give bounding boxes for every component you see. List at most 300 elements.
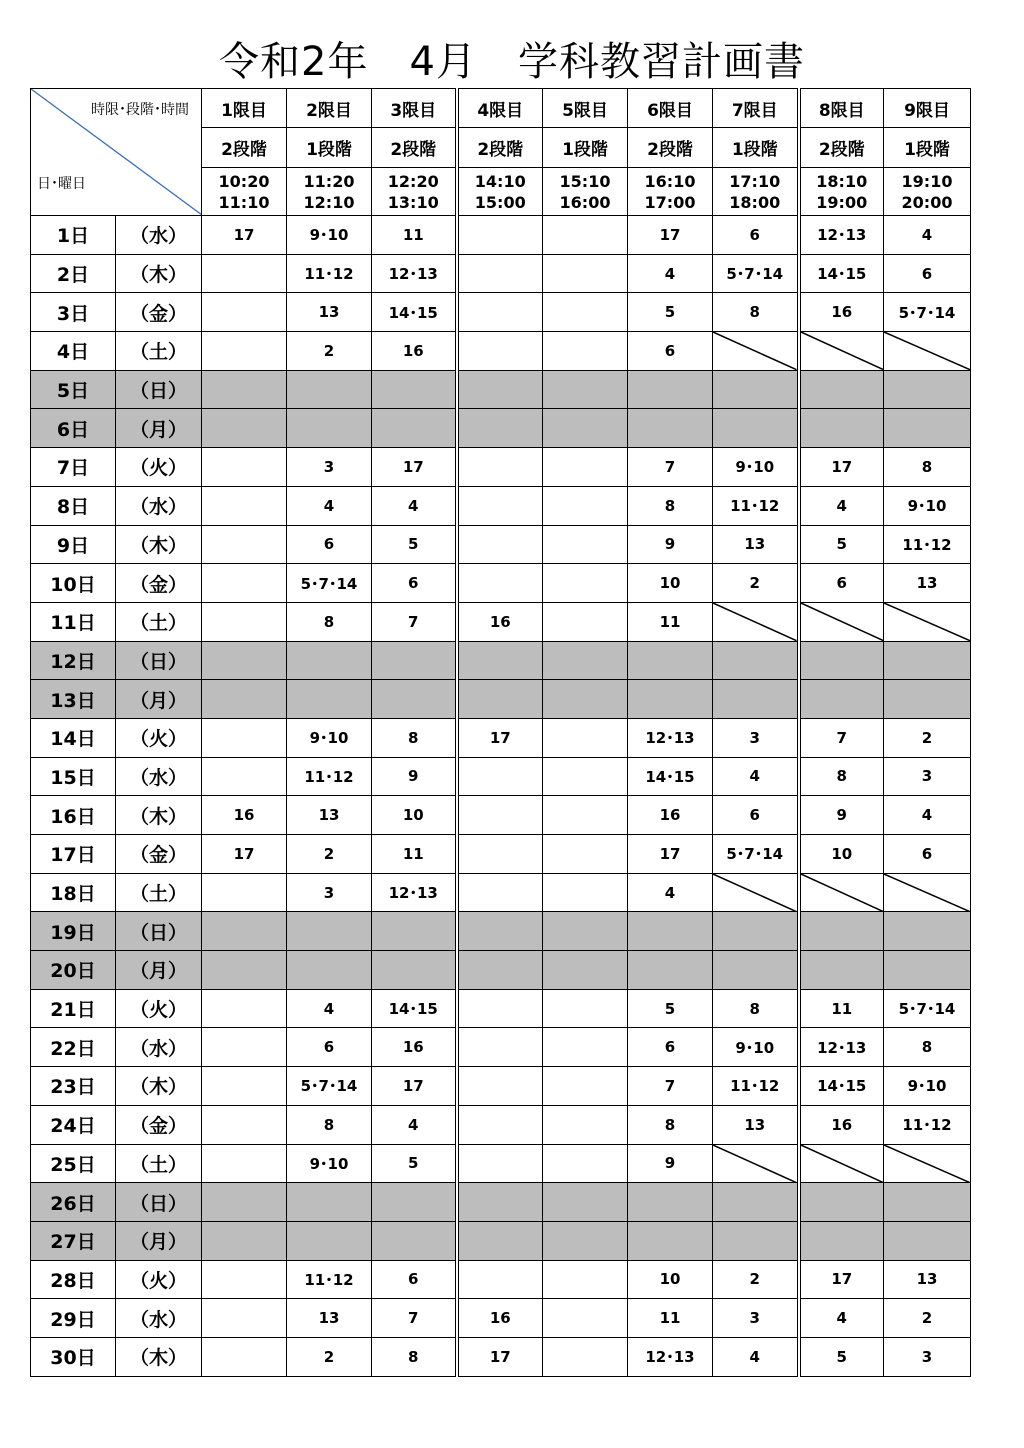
lesson-cell bbox=[457, 1183, 543, 1222]
lesson-cell: 17 bbox=[799, 1260, 884, 1299]
lesson-cell: 8 bbox=[713, 989, 799, 1028]
lesson-cell bbox=[457, 989, 543, 1028]
header-time-5 bbox=[543, 168, 628, 216]
lesson-cell bbox=[202, 370, 287, 409]
lesson-cell bbox=[457, 1067, 543, 1106]
lesson-cell: 13 bbox=[287, 293, 372, 332]
day-row bbox=[31, 951, 971, 990]
day-cell: 1日 bbox=[31, 216, 116, 255]
lesson-cell bbox=[543, 989, 628, 1028]
lesson-cell bbox=[457, 1221, 543, 1260]
slash-line bbox=[801, 874, 884, 912]
header-time-4 bbox=[457, 168, 543, 216]
lesson-cell: 17 bbox=[799, 448, 884, 487]
lesson-cell: 4 bbox=[799, 486, 884, 525]
weekday-cell: （水） bbox=[116, 216, 202, 255]
day-row bbox=[31, 486, 971, 525]
lesson-cell bbox=[628, 1183, 713, 1222]
day-cell: 15日 bbox=[31, 757, 116, 796]
lesson-cell: 6 bbox=[372, 564, 457, 603]
header-time-6 bbox=[628, 168, 713, 216]
lesson-cell: 5 bbox=[372, 525, 457, 564]
weekday-cell: （木） bbox=[116, 1337, 202, 1376]
lesson-cell: 10 bbox=[799, 835, 884, 874]
lesson-cell: 7 bbox=[372, 1299, 457, 1338]
lesson-cell bbox=[713, 1221, 799, 1260]
time-end: 19:00 bbox=[816, 192, 868, 212]
lesson-cell: 3 bbox=[287, 873, 372, 912]
time-end: 13:10 bbox=[387, 192, 439, 212]
lesson-cell: 17 bbox=[457, 718, 543, 757]
lesson-cell: 11 bbox=[799, 989, 884, 1028]
day-cell: 20日 bbox=[31, 951, 116, 990]
time-start: 10:20 bbox=[218, 171, 270, 191]
lesson-cell bbox=[287, 1221, 372, 1260]
weekday-cell: （月） bbox=[116, 1221, 202, 1260]
lesson-cell: 2 bbox=[713, 1260, 799, 1299]
day-row bbox=[31, 1028, 971, 1067]
lesson-cell bbox=[287, 912, 372, 951]
no-class-slash-cell bbox=[799, 332, 884, 371]
lesson-cell bbox=[457, 1144, 543, 1183]
lesson-cell: 4 bbox=[628, 873, 713, 912]
lesson-cell bbox=[543, 1260, 628, 1299]
lesson-cell: 16 bbox=[372, 1028, 457, 1067]
header-row-periods bbox=[31, 89, 971, 128]
lesson-cell bbox=[628, 912, 713, 951]
lesson-cell bbox=[543, 486, 628, 525]
lesson-cell bbox=[543, 912, 628, 951]
time-start: 12:20 bbox=[387, 171, 439, 191]
weekday-cell: （火） bbox=[116, 448, 202, 487]
lesson-cell: 13 bbox=[713, 525, 799, 564]
lesson-cell: 13 bbox=[287, 796, 372, 835]
lesson-cell bbox=[799, 370, 884, 409]
day-cell: 22日 bbox=[31, 1028, 116, 1067]
lesson-cell: 9 bbox=[372, 757, 457, 796]
header-corner-cell bbox=[31, 89, 202, 216]
lesson-cell: 17 bbox=[202, 835, 287, 874]
lesson-cell: 4 bbox=[372, 1105, 457, 1144]
lesson-cell: 8 bbox=[287, 602, 372, 641]
lesson-cell: 8 bbox=[884, 1028, 971, 1067]
lesson-cell bbox=[457, 409, 543, 448]
lesson-cell bbox=[799, 409, 884, 448]
day-cell: 29日 bbox=[31, 1299, 116, 1338]
lesson-cell: 9 bbox=[628, 525, 713, 564]
day-row bbox=[31, 1105, 971, 1144]
lesson-cell: 3 bbox=[884, 757, 971, 796]
lesson-cell bbox=[713, 680, 799, 719]
header-period-3: 3限目 bbox=[372, 89, 457, 128]
lesson-cell bbox=[628, 641, 713, 680]
lesson-cell: 12･13 bbox=[799, 216, 884, 255]
lesson-cell bbox=[543, 718, 628, 757]
no-class-slash-cell bbox=[713, 602, 799, 641]
lesson-cell: 5･7･14 bbox=[287, 1067, 372, 1106]
lesson-cell bbox=[543, 564, 628, 603]
weekday-cell: （土） bbox=[116, 1144, 202, 1183]
lesson-cell: 9 bbox=[799, 796, 884, 835]
lesson-cell: 12･13 bbox=[628, 718, 713, 757]
lesson-cell: 10 bbox=[628, 564, 713, 603]
lesson-cell: 11･12 bbox=[884, 525, 971, 564]
lesson-cell: 17 bbox=[372, 1067, 457, 1106]
day-cell: 26日 bbox=[31, 1183, 116, 1222]
lesson-cell bbox=[202, 1105, 287, 1144]
lesson-cell bbox=[884, 680, 971, 719]
lesson-cell bbox=[372, 370, 457, 409]
header-stage-3: 2段階 bbox=[372, 128, 457, 168]
lesson-cell bbox=[372, 641, 457, 680]
lesson-cell: 17 bbox=[628, 216, 713, 255]
lesson-cell: 4 bbox=[799, 1299, 884, 1338]
lesson-cell: 7 bbox=[372, 602, 457, 641]
lesson-cell: 16 bbox=[799, 1105, 884, 1144]
header-time-9 bbox=[884, 168, 971, 216]
lesson-cell bbox=[884, 1183, 971, 1222]
day-cell: 21日 bbox=[31, 989, 116, 1028]
lesson-cell bbox=[202, 564, 287, 603]
lesson-cell: 17 bbox=[372, 448, 457, 487]
lesson-cell: 4 bbox=[884, 796, 971, 835]
lesson-cell bbox=[457, 293, 543, 332]
time-end: 11:10 bbox=[218, 192, 270, 212]
lesson-cell: 8 bbox=[372, 1337, 457, 1376]
lesson-cell: 4 bbox=[713, 1337, 799, 1376]
lesson-cell bbox=[372, 1221, 457, 1260]
lesson-cell: 11 bbox=[372, 216, 457, 255]
lesson-cell: 11･12 bbox=[287, 254, 372, 293]
lesson-cell: 12･13 bbox=[628, 1337, 713, 1376]
lesson-cell: 4 bbox=[372, 486, 457, 525]
lesson-cell: 6 bbox=[372, 1260, 457, 1299]
lesson-cell: 2 bbox=[287, 835, 372, 874]
day-row bbox=[31, 332, 971, 371]
lesson-cell bbox=[372, 409, 457, 448]
day-cell: 18日 bbox=[31, 873, 116, 912]
lesson-cell: 11･12 bbox=[713, 1067, 799, 1106]
lesson-cell: 5 bbox=[799, 1337, 884, 1376]
slash-line bbox=[713, 332, 797, 370]
lesson-cell bbox=[543, 293, 628, 332]
lesson-cell: 8 bbox=[713, 293, 799, 332]
lesson-cell: 2 bbox=[884, 1299, 971, 1338]
weekday-cell: （日） bbox=[116, 641, 202, 680]
weekday-cell: （日） bbox=[116, 370, 202, 409]
lesson-cell: 3 bbox=[713, 1299, 799, 1338]
time-end: 16:00 bbox=[559, 192, 611, 212]
lesson-cell: 6 bbox=[884, 254, 971, 293]
slash-line bbox=[713, 874, 797, 912]
lesson-cell bbox=[287, 641, 372, 680]
schedule-table bbox=[30, 88, 971, 1377]
header-time-7 bbox=[713, 168, 799, 216]
day-cell: 14日 bbox=[31, 718, 116, 757]
time-end: 17:00 bbox=[644, 192, 696, 212]
weekday-cell: （水） bbox=[116, 486, 202, 525]
lesson-cell bbox=[543, 1067, 628, 1106]
header-stage-4: 2段階 bbox=[457, 128, 543, 168]
no-class-slash-cell bbox=[713, 873, 799, 912]
day-cell: 12日 bbox=[31, 641, 116, 680]
time-start: 19:10 bbox=[901, 171, 953, 191]
weekday-cell: （日） bbox=[116, 912, 202, 951]
lesson-cell: 9･10 bbox=[287, 718, 372, 757]
day-cell: 25日 bbox=[31, 1144, 116, 1183]
slash-line bbox=[884, 603, 970, 641]
lesson-cell: 5･7･14 bbox=[884, 293, 971, 332]
weekday-cell: （木） bbox=[116, 254, 202, 293]
lesson-cell bbox=[202, 989, 287, 1028]
time-end: 15:00 bbox=[474, 192, 526, 212]
day-cell: 6日 bbox=[31, 409, 116, 448]
lesson-cell bbox=[628, 409, 713, 448]
lesson-cell bbox=[372, 680, 457, 719]
lesson-cell bbox=[457, 254, 543, 293]
lesson-cell bbox=[202, 1144, 287, 1183]
lesson-cell bbox=[202, 641, 287, 680]
lesson-cell bbox=[713, 951, 799, 990]
lesson-cell bbox=[287, 409, 372, 448]
lesson-cell bbox=[628, 680, 713, 719]
day-row bbox=[31, 641, 971, 680]
lesson-cell bbox=[543, 254, 628, 293]
day-cell: 10日 bbox=[31, 564, 116, 603]
lesson-cell bbox=[884, 641, 971, 680]
lesson-cell bbox=[202, 951, 287, 990]
header-stage-9: 1段階 bbox=[884, 128, 971, 168]
lesson-cell bbox=[202, 525, 287, 564]
lesson-cell: 8 bbox=[884, 448, 971, 487]
time-start: 18:10 bbox=[816, 171, 868, 191]
lesson-cell bbox=[457, 912, 543, 951]
lesson-cell bbox=[457, 216, 543, 255]
lesson-cell bbox=[457, 370, 543, 409]
day-cell: 5日 bbox=[31, 370, 116, 409]
header-period-7: 7限目 bbox=[713, 89, 799, 128]
header-period-9: 9限目 bbox=[884, 89, 971, 128]
day-cell: 24日 bbox=[31, 1105, 116, 1144]
lesson-cell bbox=[287, 680, 372, 719]
lesson-cell bbox=[543, 525, 628, 564]
weekday-cell: （金） bbox=[116, 564, 202, 603]
lesson-cell: 8 bbox=[799, 757, 884, 796]
lesson-cell bbox=[457, 1105, 543, 1144]
lesson-cell bbox=[202, 254, 287, 293]
lesson-cell: 4 bbox=[628, 254, 713, 293]
lesson-cell bbox=[457, 951, 543, 990]
lesson-cell: 6 bbox=[884, 835, 971, 874]
lesson-cell bbox=[457, 564, 543, 603]
day-row bbox=[31, 1183, 971, 1222]
header-period-8: 8限目 bbox=[799, 89, 884, 128]
lesson-cell bbox=[202, 1221, 287, 1260]
lesson-cell bbox=[202, 718, 287, 757]
day-cell: 8日 bbox=[31, 486, 116, 525]
day-cell: 9日 bbox=[31, 525, 116, 564]
lesson-cell: 11 bbox=[628, 1299, 713, 1338]
lesson-cell: 7 bbox=[628, 1067, 713, 1106]
lesson-cell: 6 bbox=[628, 1028, 713, 1067]
day-row bbox=[31, 835, 971, 874]
lesson-cell bbox=[543, 1144, 628, 1183]
lesson-cell: 3 bbox=[287, 448, 372, 487]
lesson-cell bbox=[543, 332, 628, 371]
weekday-cell: （土） bbox=[116, 602, 202, 641]
header-period-5: 5限目 bbox=[543, 89, 628, 128]
lesson-cell: 6 bbox=[713, 796, 799, 835]
day-row bbox=[31, 796, 971, 835]
lesson-cell bbox=[884, 1221, 971, 1260]
day-cell: 16日 bbox=[31, 796, 116, 835]
lesson-cell: 14･15 bbox=[628, 757, 713, 796]
header-stage-6: 2段階 bbox=[628, 128, 713, 168]
lesson-cell: 6 bbox=[799, 564, 884, 603]
weekday-cell: （金） bbox=[116, 1105, 202, 1144]
lesson-cell: 3 bbox=[713, 718, 799, 757]
lesson-cell: 4 bbox=[287, 486, 372, 525]
header-period-4: 4限目 bbox=[457, 89, 543, 128]
time-end: 12:10 bbox=[303, 192, 355, 212]
lesson-cell: 12･13 bbox=[372, 873, 457, 912]
page-title: 令和2年 4月 学科教習計画書 bbox=[219, 39, 805, 85]
header-period-6: 6限目 bbox=[628, 89, 713, 128]
day-cell: 4日 bbox=[31, 332, 116, 371]
lesson-cell: 2 bbox=[713, 564, 799, 603]
day-cell: 28日 bbox=[31, 1260, 116, 1299]
weekday-cell: （日） bbox=[116, 1183, 202, 1222]
time-start: 16:10 bbox=[644, 171, 696, 191]
lesson-cell bbox=[202, 1028, 287, 1067]
lesson-cell: 16 bbox=[628, 796, 713, 835]
lesson-cell bbox=[202, 1299, 287, 1338]
day-row bbox=[31, 525, 971, 564]
day-cell: 19日 bbox=[31, 912, 116, 951]
header-stage-5: 1段階 bbox=[543, 128, 628, 168]
slash-line bbox=[884, 874, 970, 912]
day-cell: 7日 bbox=[31, 448, 116, 487]
lesson-cell bbox=[543, 796, 628, 835]
corner-label-period-stage-time: 時限･段階･時間 bbox=[91, 102, 189, 118]
lesson-cell bbox=[713, 370, 799, 409]
lesson-cell: 9･10 bbox=[287, 216, 372, 255]
lesson-cell bbox=[713, 641, 799, 680]
lesson-cell: 5･7･14 bbox=[884, 989, 971, 1028]
header-period-1: 1限目 bbox=[202, 89, 287, 128]
lesson-cell bbox=[457, 1260, 543, 1299]
lesson-cell bbox=[202, 757, 287, 796]
lesson-cell bbox=[543, 1299, 628, 1338]
day-cell: 2日 bbox=[31, 254, 116, 293]
lesson-cell: 8 bbox=[628, 486, 713, 525]
header-stage-8: 2段階 bbox=[799, 128, 884, 168]
weekday-cell: （月） bbox=[116, 409, 202, 448]
lesson-cell: 16 bbox=[799, 293, 884, 332]
lesson-cell: 5･7･14 bbox=[287, 564, 372, 603]
lesson-cell bbox=[202, 486, 287, 525]
lesson-cell: 11 bbox=[628, 602, 713, 641]
lesson-cell bbox=[457, 448, 543, 487]
day-row bbox=[31, 293, 971, 332]
day-row bbox=[31, 602, 971, 641]
lesson-cell: 7 bbox=[628, 448, 713, 487]
day-row bbox=[31, 873, 971, 912]
day-row bbox=[31, 718, 971, 757]
slash-line bbox=[884, 332, 970, 370]
day-row bbox=[31, 757, 971, 796]
weekday-cell: （水） bbox=[116, 757, 202, 796]
lesson-cell: 16 bbox=[457, 1299, 543, 1338]
lesson-cell: 9･10 bbox=[884, 486, 971, 525]
lesson-cell: 2 bbox=[287, 332, 372, 371]
lesson-cell: 16 bbox=[202, 796, 287, 835]
lesson-cell bbox=[372, 1183, 457, 1222]
day-cell: 30日 bbox=[31, 1337, 116, 1376]
lesson-cell bbox=[543, 641, 628, 680]
lesson-cell bbox=[799, 680, 884, 719]
day-cell: 11日 bbox=[31, 602, 116, 641]
day-row bbox=[31, 448, 971, 487]
lesson-cell: 5 bbox=[372, 1144, 457, 1183]
lesson-cell bbox=[799, 1221, 884, 1260]
no-class-slash-cell bbox=[884, 332, 971, 371]
lesson-cell bbox=[202, 680, 287, 719]
lesson-cell bbox=[543, 1221, 628, 1260]
day-row bbox=[31, 1144, 971, 1183]
lesson-cell bbox=[713, 1183, 799, 1222]
lesson-cell: 11･12 bbox=[713, 486, 799, 525]
weekday-cell: （木） bbox=[116, 796, 202, 835]
lesson-cell bbox=[202, 1337, 287, 1376]
lesson-cell bbox=[457, 680, 543, 719]
day-cell: 23日 bbox=[31, 1067, 116, 1106]
slash-line bbox=[713, 1145, 797, 1183]
header-stage-1: 2段階 bbox=[202, 128, 287, 168]
lesson-cell: 4 bbox=[884, 216, 971, 255]
lesson-cell bbox=[713, 912, 799, 951]
lesson-cell bbox=[543, 757, 628, 796]
weekday-cell: （火） bbox=[116, 1260, 202, 1299]
day-row bbox=[31, 989, 971, 1028]
lesson-cell: 9･10 bbox=[713, 1028, 799, 1067]
lesson-cell bbox=[628, 1221, 713, 1260]
day-row bbox=[31, 1260, 971, 1299]
slash-line bbox=[801, 603, 884, 641]
time-end: 18:00 bbox=[729, 192, 781, 212]
lesson-cell bbox=[457, 525, 543, 564]
lesson-cell bbox=[543, 1337, 628, 1376]
lesson-cell bbox=[799, 641, 884, 680]
day-row bbox=[31, 912, 971, 951]
lesson-cell: 10 bbox=[628, 1260, 713, 1299]
header-stage-7: 1段階 bbox=[713, 128, 799, 168]
no-class-slash-cell bbox=[799, 1144, 884, 1183]
lesson-cell: 8 bbox=[628, 1105, 713, 1144]
corner-label-day-weekday: 日･曜日 bbox=[37, 176, 86, 192]
slash-line bbox=[713, 603, 797, 641]
header-time-3 bbox=[372, 168, 457, 216]
lesson-cell bbox=[457, 796, 543, 835]
lesson-cell: 6 bbox=[628, 332, 713, 371]
lesson-cell bbox=[457, 486, 543, 525]
time-start: 14:10 bbox=[474, 171, 526, 191]
no-class-slash-cell bbox=[713, 1144, 799, 1183]
lesson-cell: 14･15 bbox=[799, 254, 884, 293]
lesson-cell bbox=[799, 912, 884, 951]
lesson-cell: 6 bbox=[287, 1028, 372, 1067]
lesson-cell bbox=[457, 757, 543, 796]
